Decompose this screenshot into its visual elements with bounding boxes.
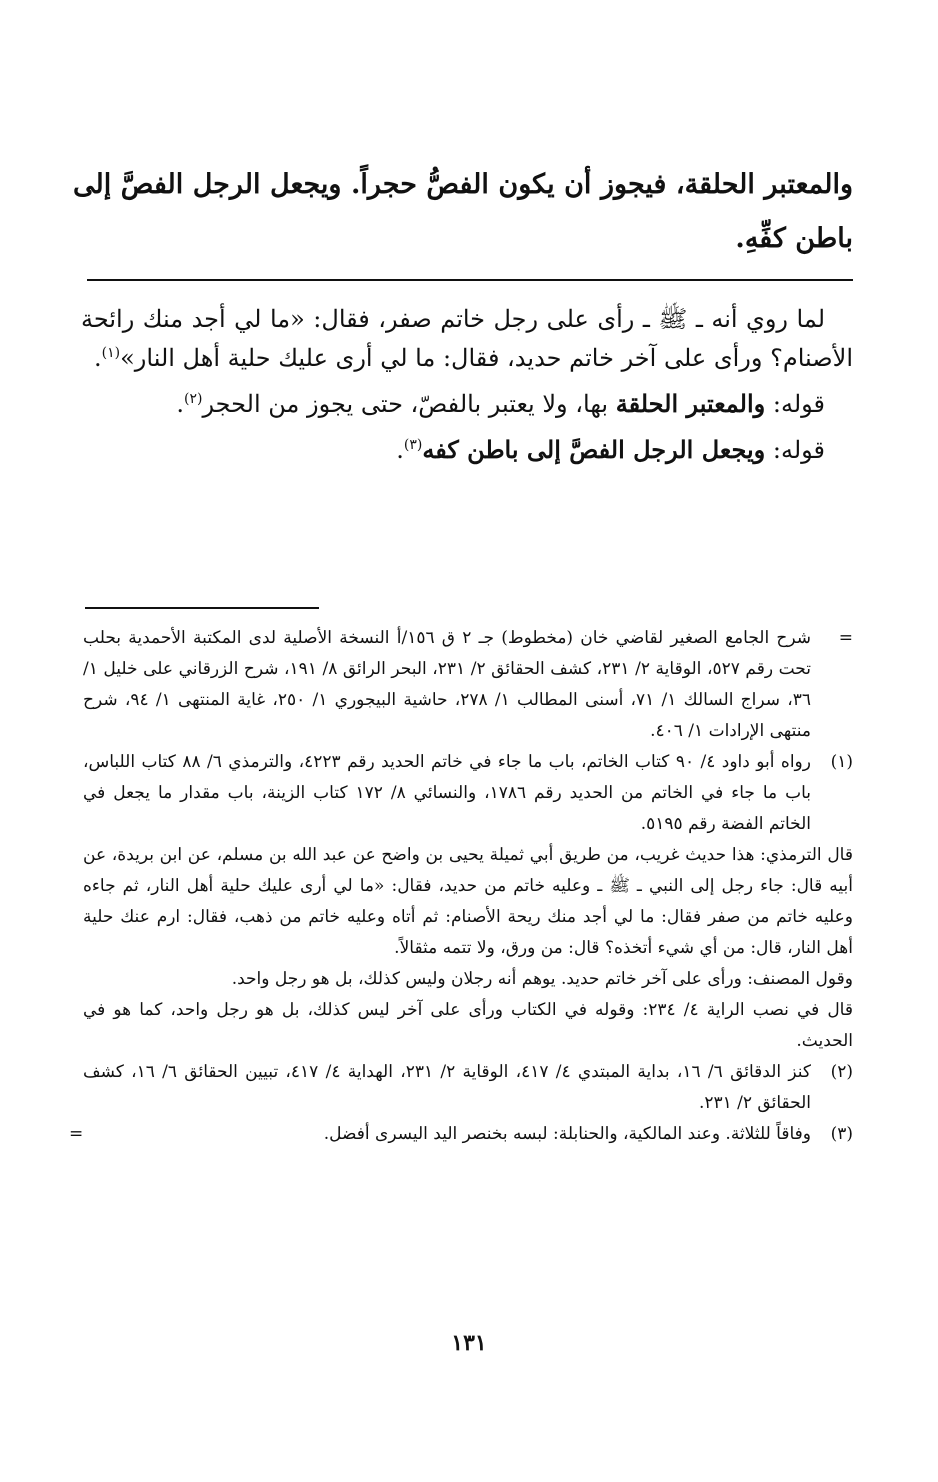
continuation-mark: = <box>838 628 853 648</box>
footnote-3 <box>69 1119 853 1150</box>
footnote-1-paragraph-4: قال في نصب الراية ٤/ ٢٣٤: وقوله في الكتاب ورأى على آخر ليس كذلك، بل هو رجل واحد، كما هو في الحديث. <box>83 1000 853 1051</box>
commentary <box>81 300 853 476</box>
commentary-p2-text: بها، ولا يعتبر بالفصّ، حتى يجوز من الحجر <box>202 390 616 418</box>
footnote-ref-3[interactable]: (٣) <box>403 437 423 453</box>
footnote-ref-2[interactable]: (٢) <box>183 391 203 407</box>
quoted-matn-3: ويجعل الرجل الفصَّ إلى باطن كفه <box>422 435 766 464</box>
footnote-2-text: كنز الدقائق ٦/ ١٦، بداية المبتدي ٤/ ٤١٧، الوقاية ٢/ ٢٣١، الهداية ٤/ ٤١٧، تبيين الحقائق ٦/ ١٦، كشف الحقائق ٢/ ٢٣١. <box>83 1062 811 1113</box>
footnote-continued-text: شرح الجامع الصغير لقاضي خان (مخطوط) جـ ٢ ق ١٥٦/أ النسخة الأصلية لدى المكتبة الأحمدية بحلب تحت رقم ٥٢٧، الوقاية ٢/ ٢٣١، كشف الحقائق ٢/ ٢٣١، البحر الرائق ٨/ ١٩١، شرح الزرقاني على خليل ١/ ٣٦، سراج السالك ١/ ٧١، أسنى المطالب ١/ ٢٧٨، حاشية البيجوري ١/ ٢٥٠، غاية المنتهى ١/ ٩٤، شرح منتهى الإرادات ١/ ٤٠٦. <box>83 628 812 741</box>
footnote-2-mark: (٢) <box>830 1062 853 1082</box>
commentary-paragraph-1 <box>81 300 853 378</box>
footnote-3-continues-mark: = <box>69 1124 84 1144</box>
page-number: ١٣١ <box>451 1330 487 1356</box>
footnote-1-mark: (١) <box>830 752 853 772</box>
footnote-1-paragraph-2: قال الترمذي: هذا حديث غريب، من طريق أبي ثميلة يحيى بن واضح عن عبد الله بن مسلم، عن ابن بريدة، عن أبيه قال: جاء رجل إلى النبي ـ ﷺ ـ وعليه خاتم من حديد، فقال: «ما لي أرى عليك حلية أهل النار، ثم جاءه وعليه خاتم من صفر فقال: ما لي أجد منك ريحة الأصنام: ثم أتاه وعليه خاتم من ذهب، فقال: ارم عنك حلية أهل النار، قال: من أي شيء أتخذه؟ قال: من ورق، ولا تتمه مثقالاً. <box>83 845 853 958</box>
commentary-paragraph-3 <box>81 430 853 470</box>
footnote-3-mark: (٣) <box>830 1124 853 1144</box>
footnote-divider <box>85 607 319 609</box>
main-text: والمعتبر الحلقة، فيجوز أن يكون الفصُّ حجراً. ويجعل الرجل الفصَّ إلى باطن كفِّهِ. <box>73 169 853 254</box>
qawluhu-label: قوله: <box>765 390 825 418</box>
footnote-ref-1[interactable]: (١) <box>101 345 121 361</box>
period: . <box>94 344 102 372</box>
footnote-2 <box>83 1057 853 1119</box>
qawluhu-label: قوله: <box>765 436 825 464</box>
commentary-paragraph-2 <box>81 384 853 424</box>
main-text-divider <box>87 279 853 281</box>
quoted-matn-2: والمعتبر الحلقة <box>615 389 766 418</box>
footnote-1-text: رواه أبو داود ٤/ ٩٠ كتاب الخاتم، باب ما جاء في خاتم الحديد رقم ٤٢٢٣، والترمذي ٦/ ٨٨ كتاب اللباس، باب ما جاء في الخاتم من الحديد رقم ١٧٨٦، والنسائي ٨/ ١٧٢ كتاب الزينة، باب مقدار ما يجعل في الخاتم الفضة رقم ٥١٩٥. <box>83 752 811 834</box>
footnote-1-paragraph-3: وقول المصنف: ورأى على آخر خاتم حديد. يوهم أنه رجلان وليس كذلك، بل هو رجل واحد. <box>231 969 853 989</box>
footnote-continued <box>83 623 853 747</box>
footnote-1 <box>83 747 853 840</box>
footnotes <box>69 623 853 1150</box>
footnote-3-text: وفاقاً للثلاثة. وعند المالكية، والحنابلة: لبسه بخنصر اليد اليسرى أفضل. <box>323 1124 811 1144</box>
period: . <box>396 436 404 464</box>
commentary-p1-text: لما روي أنه ـ ﷺ ـ رأى على رجل خاتم صفر، فقال: «ما لي أجد منك رائحة الأصنام؟ ورأى على آخر خاتم حديد، فقال: ما لي أرى عليك حلية أهل النار» <box>81 305 853 372</box>
period: . <box>176 390 184 418</box>
